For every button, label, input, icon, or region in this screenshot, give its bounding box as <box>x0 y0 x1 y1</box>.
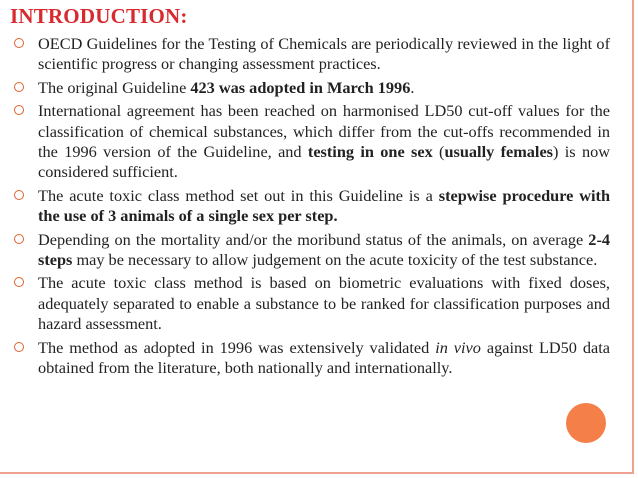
bullet-text: The method as adopted in 1996 was extensively validated <box>38 337 436 357</box>
bullet-ring-icon <box>14 82 24 92</box>
bullet-text: OECD Guidelines for the Testing of Chemicals are periodically reviewed in the light of scientific progress or changing assessment practices. <box>38 34 610 74</box>
bullet-item <box>10 230 610 271</box>
bullet-text: internationally. <box>350 358 453 378</box>
bullet-text: Depending on the mortality and/or the moribund status of the animals, on average <box>38 229 589 249</box>
bullet-text: International agreement has been reached on harmonised LD50 cut-off values for the classification of chemical substances, which differ from the cut-offs recommended in the 1996 version of the Guideline, and <box>38 101 610 162</box>
bullet-item <box>10 273 610 334</box>
bullet-item <box>10 78 610 98</box>
bullet-text: against LD50 data obtained from the literature, both nationally <box>38 337 610 378</box>
bullet-emphasis: usually females <box>444 142 554 162</box>
bullet-item <box>10 338 610 379</box>
bullet-emphasis: testing in one sex <box>307 142 433 162</box>
bullet-list <box>10 34 610 382</box>
bullet-text-highlighted: and <box>326 358 351 378</box>
bullet-ring-icon <box>14 342 24 352</box>
bullet-item <box>10 101 610 183</box>
bullet-ring-icon <box>14 38 24 48</box>
bullet-text: ) is now considered sufficient. <box>38 142 610 182</box>
bullet-text: The acute toxic class method is based on biometric evaluations with fixed doses, adequately separated to enable a substance to be ranked for classification purposes and hazard assessment. <box>38 273 610 334</box>
bullet-item <box>10 34 610 75</box>
slide-title: INTRODUCTION: <box>10 4 188 28</box>
bullet-ring-icon <box>14 190 24 200</box>
bullet-emphasis: stepwise procedure with the use of 3 animals of a single sex per step. <box>38 185 611 226</box>
bullet-emphasis: 423 was adopted in March 1996 <box>190 77 411 97</box>
bullet-italic: in vivo <box>435 337 481 357</box>
bullet-text: The original Guideline <box>38 77 191 97</box>
bullet-ring-icon <box>14 277 24 287</box>
bullet-text: may be necessary to allow judgement on the acute toxicity of the test substance. <box>72 250 598 270</box>
bullet-emphasis: 2-4 steps <box>38 229 610 270</box>
bullet-text: The acute toxic class method set out in this Guideline is a <box>38 185 439 205</box>
bullet-item <box>10 186 610 227</box>
bullet-ring-icon <box>14 105 24 115</box>
bullet-text: ( <box>432 142 445 162</box>
bullet-ring-icon <box>14 234 24 244</box>
bullet-text: . <box>410 77 415 97</box>
